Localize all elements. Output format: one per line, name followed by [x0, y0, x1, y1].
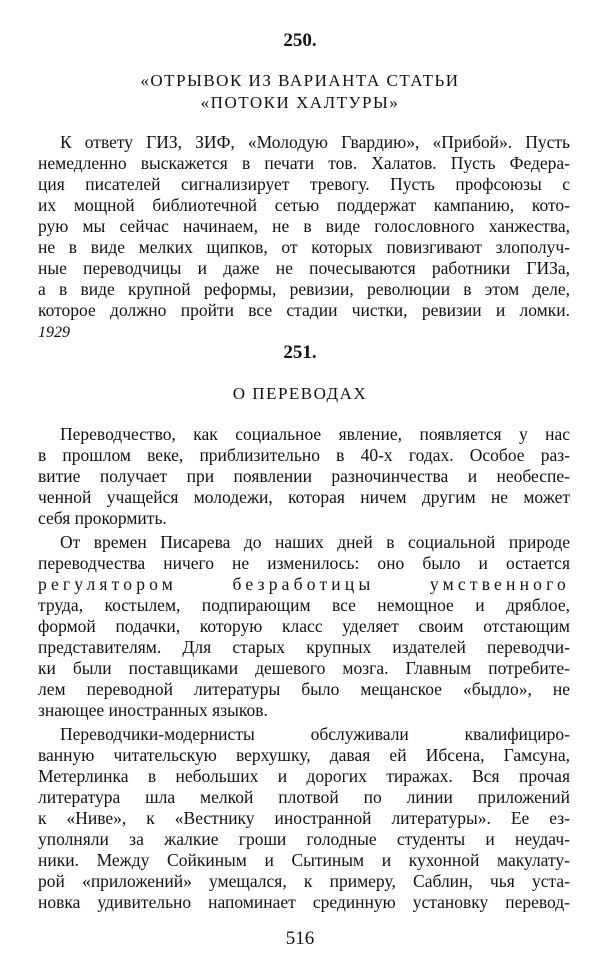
text-line: переводчества ничего не изменилось: оно было и остается: [38, 553, 570, 573]
text-line: немедленно выскажется в печати тов. Халатов. Пусть Федера-: [38, 153, 570, 173]
text-line: труда, костылем, подпирающим все немощное и дряблое,: [38, 595, 570, 615]
text-line: рой «приложений» умещался, к примеру, Саблин, чья уста-: [38, 871, 570, 891]
text-line: представителям. Для старых крупных издателей переводчи-: [38, 637, 570, 657]
text-line: От времен Писарева до наших дней в социальной природе: [60, 532, 570, 552]
text-line: ция писателей сигнализирует тревогу. Пусть профсоюзы с: [38, 174, 570, 194]
text-line: которое должно пройти все стадии чистки, ревизии и ломки.: [38, 300, 570, 320]
text-line-spaced: регулятором безработицы умственного: [38, 574, 570, 594]
text-line: формой подачки, которую класс уделяет своим отстающим: [38, 616, 570, 636]
page-number: 516: [285, 928, 315, 949]
section-title-line-1: «ОТРЫВОК ИЗ ВАРИАНТА СТАТЬИ: [140, 71, 460, 90]
section-title: О ПЕРЕВОДАХ: [232, 384, 368, 403]
text-line: не в виде мелких щипков, от которых повизгивают злополуч-: [38, 237, 570, 257]
section-number-250: 250.: [283, 30, 317, 51]
text-line: себя прокормить.: [38, 508, 167, 528]
text-line: ванную читательскую верхушку, давая ей Ибсена, Гамсуна,: [38, 745, 570, 765]
text-line: их мощной библиотечной сетью поддержат кампанию, кото-: [38, 195, 570, 215]
text-line: новка удивительно напоминает срединную установку перевод-: [38, 892, 570, 912]
text-line: Метерлинка в небольших и дорогих тиражах. Вся прочая: [38, 766, 570, 786]
text-line: витие получает при появлении разночинчества и необеспе-: [38, 466, 570, 486]
text-line: ченной учащейся молодежи, которая ничем другим не может: [38, 487, 570, 507]
text-line: Переводчество, как социальное явление, появляется у нас: [60, 424, 570, 444]
section-title-line-2: «ПОТОКИ ХАЛТУРЫ»: [200, 93, 400, 112]
text-line: ные переводчицы и даже не почесываются работники ГИЗа,: [38, 258, 570, 278]
text-line: рую мы сейчас начинаем, не в виде голословного ханжества,: [38, 216, 570, 236]
text-line: а в виде крупной реформы, ревизии, революции в этом деле,: [38, 279, 570, 299]
text-line: уполняли за жалкие гроши голодные студенты и неудач-: [38, 829, 570, 849]
text-line: лем переводной литературы было мещанское «быдло», не: [38, 679, 570, 699]
text-line: Переводчики-модернисты обслуживали квалифициро-: [60, 724, 570, 744]
text-line: К ответу ГИЗ, ЗИФ, «Молодую Гвардию», «Прибой». Пусть: [60, 132, 570, 152]
text-line: знающее иностранных языков.: [38, 700, 268, 720]
section-number-251: 251.: [283, 342, 317, 363]
date-note: 1929: [38, 324, 70, 341]
text-line: в прошлом веке, приблизительно в 40-х годах. Особое раз-: [38, 445, 570, 465]
text-line: ники. Между Сойкиным и Сытиным и кухонной макулату-: [38, 850, 570, 870]
text-line: ки были поставщиками дешевого мозга. Главным потребите-: [38, 658, 570, 678]
text-line: литература шла мелкой плотвой по линии приложений: [38, 787, 570, 807]
text-line: к «Ниве», к «Вестнику иностранной литературы». Ее ез-: [38, 808, 570, 828]
